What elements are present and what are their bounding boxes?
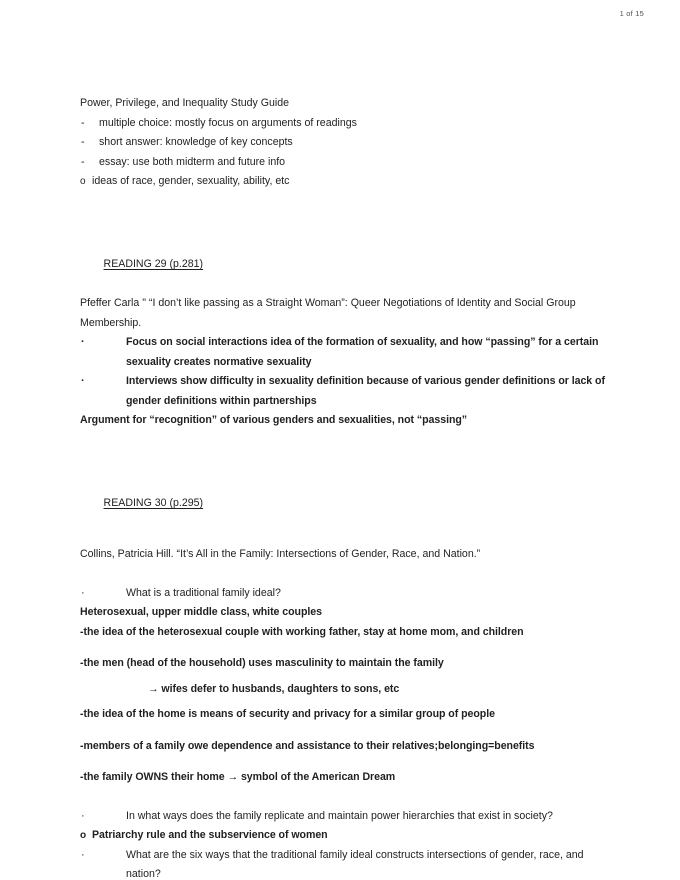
list-item — [80, 333, 608, 372]
spacer — [80, 533, 608, 545]
reading-29-argument: Argument for “recognition” of various genders and sexualities, not “passing” — [80, 414, 468, 426]
answer-line: Heterosexual, upper middle class, white couples — [80, 606, 322, 618]
list-item — [80, 372, 608, 411]
note-line: -the family OWNS their home → symbol of the American Dream — [80, 771, 396, 783]
middot-bullet-icon: · — [81, 375, 85, 387]
middot-bullet-icon: · — [81, 809, 85, 822]
spacer — [80, 565, 608, 584]
dash-bullet-icon: - — [81, 136, 85, 148]
note-line: -members of a family owe dependence and assistance to their relatives;belonging=benefits — [80, 739, 535, 752]
study-guide-title: Power, Privilege, and Inequality Study Guide — [80, 97, 290, 109]
list-item — [80, 153, 608, 173]
list-item-label: short answer: knowledge of key concepts — [99, 136, 293, 148]
study-guide-section — [80, 94, 608, 192]
list-item-label: multiple choice: mostly focus on arguments of readings — [99, 116, 357, 129]
note-line: -the men (head of the household) uses masculinity to maintain the family — [80, 657, 444, 669]
reading-30-heading-row — [80, 475, 608, 534]
circle-bullet-icon: o — [80, 176, 86, 187]
dash-bullet-icon: - — [81, 116, 85, 129]
list-item-label: Focus on social interactions idea of the formation of sexuality, and how “passing” for a certain sexuality creates normative sexuality — [126, 336, 602, 368]
note-line: -the idea of the heterosexual couple with working father, stay at home mom, and children — [80, 625, 524, 638]
question-item — [80, 846, 608, 880]
spacer — [80, 192, 608, 236]
spacer — [80, 756, 608, 768]
spacer — [80, 642, 608, 654]
reading-29-heading-row — [80, 236, 608, 295]
question-item — [80, 584, 608, 604]
spacer — [80, 725, 608, 737]
sub-note-line: → wifes defer to husbands, daughters to sons, etc — [148, 682, 400, 695]
reading-30-section — [80, 475, 608, 880]
question-label: What is a traditional family ideal? — [126, 586, 281, 599]
reading-29-citation: Pfeffer Carla " “I don’t like passing as a Straight Woman”: Queer Negotiations of Identity and Social Group Membership. — [80, 297, 579, 329]
reading-29-section — [80, 236, 608, 431]
page-counter: 1 of 15 — [619, 9, 644, 18]
note-line: -the idea of the home is means of security and privacy for a similar group of people — [80, 708, 495, 720]
answer-item — [80, 826, 608, 846]
dash-bullet-icon: - — [81, 155, 85, 168]
reading-30-heading: READING 30 (p.295) — [103, 497, 204, 509]
list-item-label: essay: use both midterm and future info — [99, 155, 286, 168]
document-body — [80, 94, 608, 880]
middot-bullet-icon: · — [81, 848, 85, 861]
reading-29-heading: READING 29 (p.281) — [103, 258, 204, 270]
middot-bullet-icon: · — [81, 586, 85, 599]
list-item — [80, 172, 608, 192]
list-item — [80, 133, 608, 153]
spacer — [80, 431, 608, 475]
circle-bullet-icon: o — [80, 830, 87, 841]
middot-bullet-icon: · — [81, 336, 85, 348]
question-label: In what ways does the family replicate and maintain power hierarchies that exist in society? — [126, 809, 553, 822]
list-item-label: ideas of race, gender, sexuality, ability, etc — [92, 175, 290, 187]
list-item — [80, 114, 608, 134]
question-item — [80, 807, 608, 827]
answer-label: Patriarchy rule and the subservience of women — [92, 829, 328, 841]
list-item-label: Interviews show difficulty in sexuality definition because of various gender definitions or lack of gender definitions within partnerships — [126, 375, 608, 407]
spacer — [80, 788, 608, 807]
question-label: What are the six ways that the traditional family ideal constructs intersections of gender, race, and nation? — [126, 848, 587, 880]
reading-30-citation: Collins, Patricia Hill. “It’s All in the Family: Intersections of Gender, Race, and Nation.” — [80, 548, 481, 560]
